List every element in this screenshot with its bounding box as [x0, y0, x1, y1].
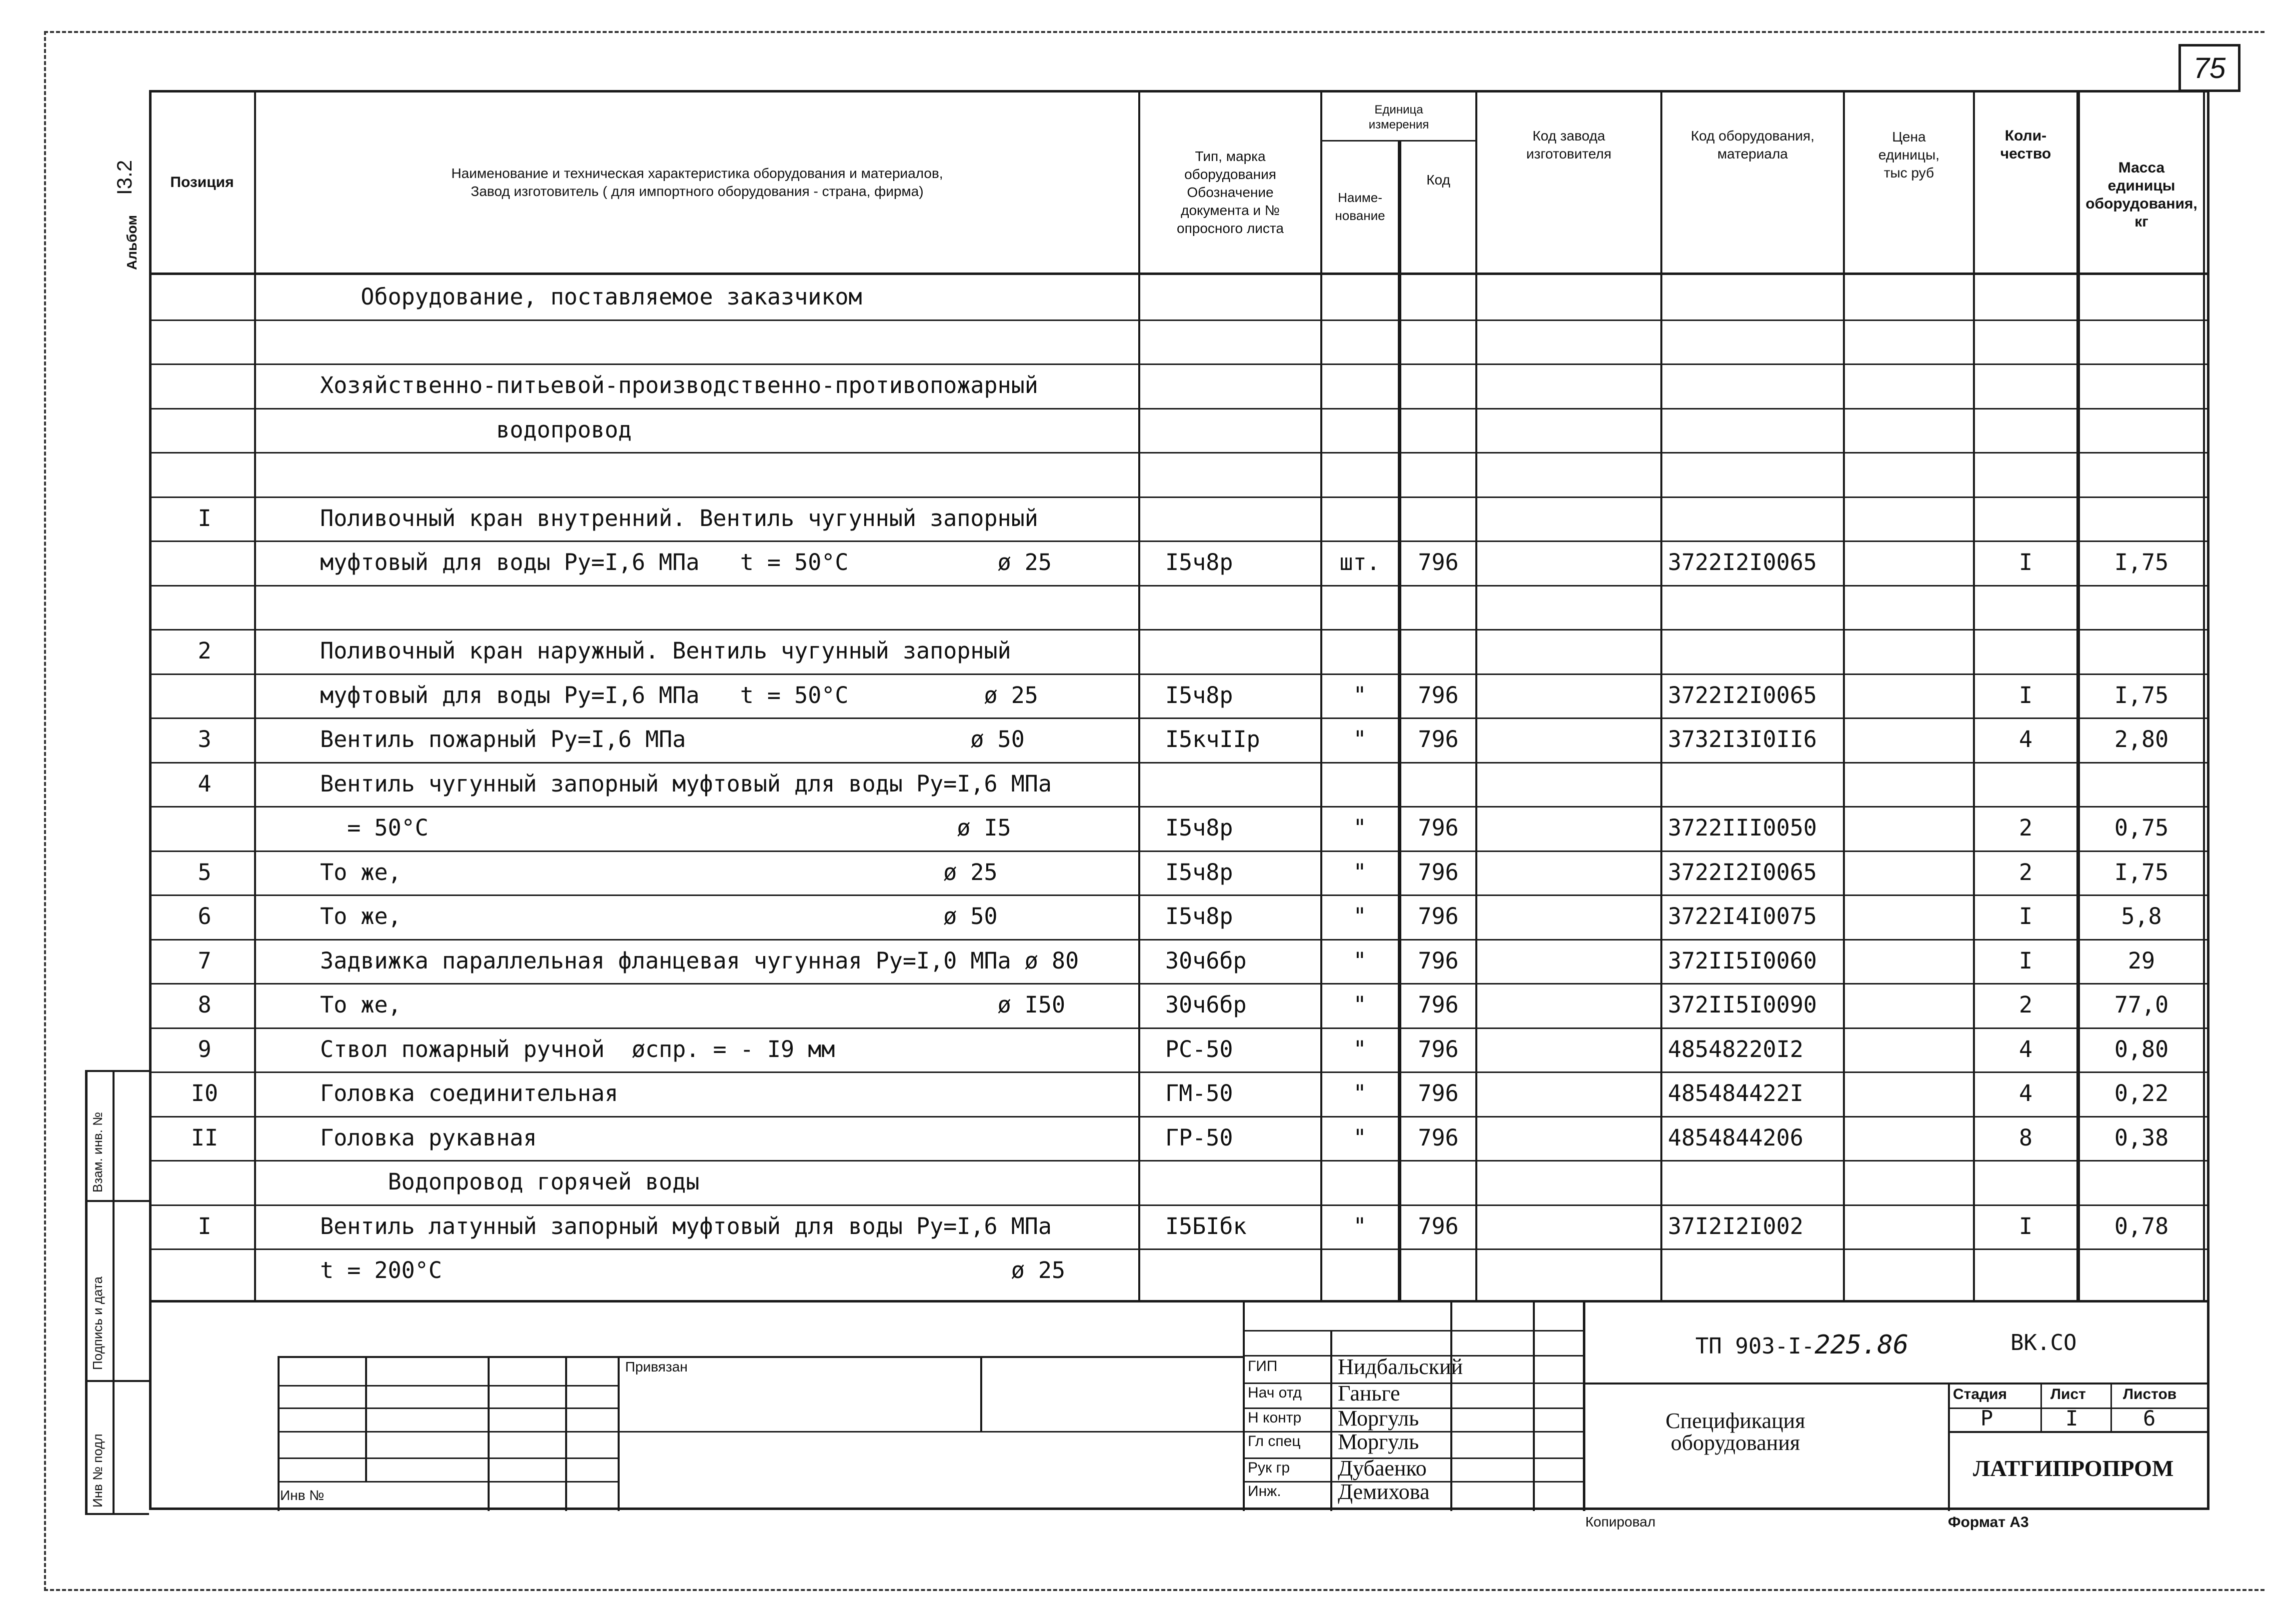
row-mass: 0,75	[2114, 814, 2169, 841]
doc-number: 225.86	[1814, 1330, 1909, 1360]
stage-label: Стадия	[1953, 1386, 2007, 1402]
row-mass: I,75	[2114, 682, 2169, 708]
signature-role: Инж.	[1248, 1483, 1281, 1500]
row-unit: "	[1353, 814, 1367, 841]
row-unit: "	[1353, 726, 1367, 752]
row-type: I5ч8р	[1165, 549, 1233, 576]
side-label-inv: Инв № подл	[90, 1434, 105, 1508]
header-equipment-code: Код оборудования, материала	[1691, 128, 1814, 162]
row-name: Вентиль латунный запорный муфтовый для воды Ру=I,6 МПа	[320, 1212, 1052, 1240]
row-name: То же, ø I50	[320, 992, 1066, 1018]
row-unit-code: 796	[1418, 1080, 1459, 1106]
row-name: = 50°C ø I5	[320, 814, 1011, 841]
row-unit-code: 796	[1418, 992, 1459, 1018]
signature-role: Рук гр	[1248, 1460, 1290, 1476]
row-type: ГМ-50	[1165, 1080, 1233, 1106]
doc-code-prefix: ТП 903-I-	[1695, 1334, 1815, 1359]
row-name: Водопровод горячей воды	[320, 1168, 700, 1195]
row-name: Оборудование, поставляемое заказчиком	[320, 284, 862, 310]
row-quantity: I	[2018, 549, 2033, 576]
row-type: I5ч8р	[1165, 814, 1233, 841]
row-name: Хозяйственно-питьевой-производственно-противопожарный	[320, 372, 1038, 398]
row-equipment-code: 372II5I0060	[1668, 947, 1817, 974]
row-position: 3	[198, 726, 212, 752]
row-type: 30ч6бр	[1165, 947, 1247, 974]
header-type: Тип, марка оборудования Обозначение документа и № опросного листа	[1177, 148, 1284, 236]
row-position: I0	[191, 1080, 219, 1106]
row-name: Ствол пожарный ручной øспр. = - I9 мм	[320, 1036, 835, 1062]
row-unit: "	[1353, 1212, 1367, 1240]
row-unit-code: 796	[1418, 549, 1459, 576]
row-unit: "	[1353, 858, 1367, 886]
row-name: Вентиль чугунный запорный муфтовый для воды Ру=I,6 МПа	[320, 770, 1052, 797]
album-label: Альбом	[124, 215, 140, 270]
row-unit-code: 796	[1418, 726, 1459, 752]
sheet-value: I	[2065, 1406, 2078, 1430]
row-name: Поливочный кран наружный. Вентиль чугунный запорный	[320, 638, 1011, 664]
row-unit: "	[1353, 903, 1367, 930]
side-label-podpis: Подпись и дата	[90, 1276, 105, 1370]
row-mass: 0,22	[2114, 1080, 2169, 1106]
row-unit: шт.	[1339, 549, 1380, 576]
row-name: муфтовый для воды Ру=I,6 МПа t = 50°C ø 25	[320, 549, 1052, 576]
row-equipment-code: 4854844206	[1668, 1124, 1803, 1151]
header-unit-code: Код	[1426, 172, 1450, 188]
row-mass: 0,80	[2114, 1036, 2169, 1062]
side-label-vzam: Взам. инв. №	[90, 1112, 105, 1192]
signature-name: Демихова	[1338, 1480, 1430, 1504]
row-position: 9	[198, 1036, 212, 1062]
row-name: То же, ø 50	[320, 903, 998, 930]
row-equipment-code: 3722I2I0065	[1668, 549, 1817, 576]
signature-role: ГИП	[1248, 1358, 1278, 1374]
row-mass: 2,80	[2114, 726, 2169, 752]
header-factory-code: Код завода изготовителя	[1526, 128, 1612, 162]
row-quantity: I	[2018, 1212, 2033, 1240]
header-mass: Масса единицы оборудования, кг	[2085, 160, 2197, 230]
row-equipment-code: 485484422I	[1668, 1080, 1803, 1106]
row-equipment-code: 3722III0050	[1668, 814, 1817, 841]
row-type: I5БIбк	[1165, 1212, 1247, 1240]
row-unit: "	[1353, 1124, 1367, 1151]
row-type: I5ч8р	[1165, 858, 1233, 886]
sheet-label: Лист	[2050, 1386, 2086, 1402]
signature-name: Нидбальский	[1338, 1354, 1463, 1379]
row-unit: "	[1353, 1080, 1367, 1106]
row-quantity: 4	[2018, 726, 2033, 752]
row-unit-code: 796	[1418, 1124, 1459, 1151]
row-type: I5ч8р	[1165, 903, 1233, 930]
row-name: Вентиль пожарный Ру=I,6 МПа ø 50	[320, 726, 1025, 752]
album-number: I3.2	[113, 160, 136, 195]
page-number: 75	[2193, 52, 2226, 84]
row-type: ГР-50	[1165, 1124, 1233, 1151]
header-price: Цена единицы, тыс руб	[1878, 129, 1939, 180]
row-name: Поливочный кран внутренний. Вентиль чугунный запорный	[320, 504, 1038, 532]
row-equipment-code: 37I2I2I002	[1668, 1212, 1803, 1240]
row-position: 5	[198, 858, 212, 886]
document-title: Спецификация оборудования	[1665, 1408, 1805, 1455]
row-position: II	[191, 1124, 219, 1151]
inv-no-label: Инв №	[280, 1488, 325, 1503]
row-mass: 29	[2127, 947, 2155, 974]
row-quantity: 4	[2018, 1036, 2033, 1062]
signature-name: Дубаенко	[1338, 1456, 1427, 1480]
signature-role: Гл спец	[1248, 1433, 1301, 1450]
row-unit: "	[1353, 682, 1367, 708]
row-name: Головка соединительная	[320, 1080, 619, 1106]
row-equipment-code: 3722I2I0065	[1668, 682, 1817, 708]
row-unit: "	[1353, 947, 1367, 974]
row-type: I5кчIIр	[1165, 726, 1260, 752]
row-mass: 77,0	[2114, 992, 2169, 1018]
row-position: 2	[198, 638, 212, 664]
doc-suffix: ВК.СО	[2010, 1330, 2077, 1356]
row-type: РС-50	[1165, 1036, 1233, 1062]
header-unit-group: Единица измерения	[1368, 103, 1429, 132]
row-mass: I,75	[2114, 549, 2169, 576]
row-unit: "	[1353, 992, 1367, 1018]
header-position: Позиция	[170, 174, 234, 190]
row-mass: 5,8	[2121, 903, 2162, 930]
privyazan-label: Привязан	[625, 1359, 688, 1374]
row-position: I	[198, 1212, 212, 1240]
row-unit-code: 796	[1418, 682, 1459, 708]
stage-value: Р	[1980, 1406, 1993, 1430]
row-unit-code: 796	[1418, 903, 1459, 930]
doc-code	[1695, 1330, 1908, 1360]
sheets-value: 6	[2143, 1406, 2156, 1430]
row-unit-code: 796	[1418, 814, 1459, 841]
row-name: t = 200°C ø 25	[320, 1257, 1066, 1284]
row-quantity: I	[2018, 903, 2033, 930]
row-position: 8	[198, 992, 212, 1018]
row-type: I5ч8р	[1165, 682, 1233, 708]
row-position: 4	[198, 770, 212, 797]
signature-name: Моргуль	[1338, 1430, 1419, 1454]
header-name: Наименование и техническая характеристика оборудования и материалов, Завод изготовитель ( для импортного оборудования - страна, фирма)	[451, 166, 943, 199]
row-quantity: I	[2018, 682, 2033, 708]
row-equipment-code: 3722I4I0075	[1668, 903, 1817, 930]
signature-role: Нач отд	[1248, 1384, 1302, 1401]
row-mass: 0,38	[2114, 1124, 2169, 1151]
row-equipment-code: 48548220I2	[1668, 1036, 1803, 1062]
row-name: муфтовый для воды Ру=I,6 МПа t = 50°C ø 25	[320, 682, 1038, 708]
row-unit-code: 796	[1418, 858, 1459, 886]
header-quantity: Коли- чество	[2000, 128, 2051, 162]
row-unit-code: 796	[1418, 947, 1459, 974]
row-quantity: 8	[2018, 1124, 2033, 1151]
row-equipment-code: 3722I2I0065	[1668, 858, 1817, 886]
row-position: 6	[198, 903, 212, 930]
row-quantity: 2	[2018, 814, 2033, 841]
header-unit-name: Наиме- нование	[1335, 190, 1385, 223]
sheets-label: Листов	[2123, 1386, 2177, 1402]
row-type: 30ч6бр	[1165, 992, 1247, 1018]
row-quantity: I	[2018, 947, 2033, 974]
signature-name: Ганьге	[1338, 1381, 1400, 1406]
row-position: 7	[198, 947, 212, 974]
row-name: Задвижка параллельная фланцевая чугунная Ру=I,0 МПа ø 80	[320, 947, 1079, 974]
row-unit: "	[1353, 1036, 1367, 1062]
signature-name: Моргуль	[1338, 1406, 1419, 1430]
format-label: Формат А3	[1948, 1514, 2029, 1530]
row-mass: 0,78	[2114, 1212, 2169, 1240]
row-quantity: 4	[2018, 1080, 2033, 1106]
row-equipment-code: 3732I3I0II6	[1668, 726, 1817, 752]
row-quantity: 2	[2018, 858, 2033, 886]
row-name: Головка рукавная	[320, 1124, 537, 1151]
copied-label: Копировал	[1585, 1514, 1656, 1530]
row-name: То же, ø 25	[320, 858, 998, 886]
row-equipment-code: 372II5I0090	[1668, 992, 1817, 1018]
signature-role: Н контр	[1248, 1410, 1302, 1426]
row-unit-code: 796	[1418, 1212, 1459, 1240]
row-unit-code: 796	[1418, 1036, 1459, 1062]
organization-name: ЛАТГИПРОПРОМ	[1973, 1456, 2174, 1481]
row-mass: I,75	[2114, 858, 2169, 886]
row-position: I	[198, 504, 212, 532]
page-number-box	[2178, 44, 2240, 92]
row-name: водопровод	[320, 416, 632, 443]
row-quantity: 2	[2018, 992, 2033, 1018]
